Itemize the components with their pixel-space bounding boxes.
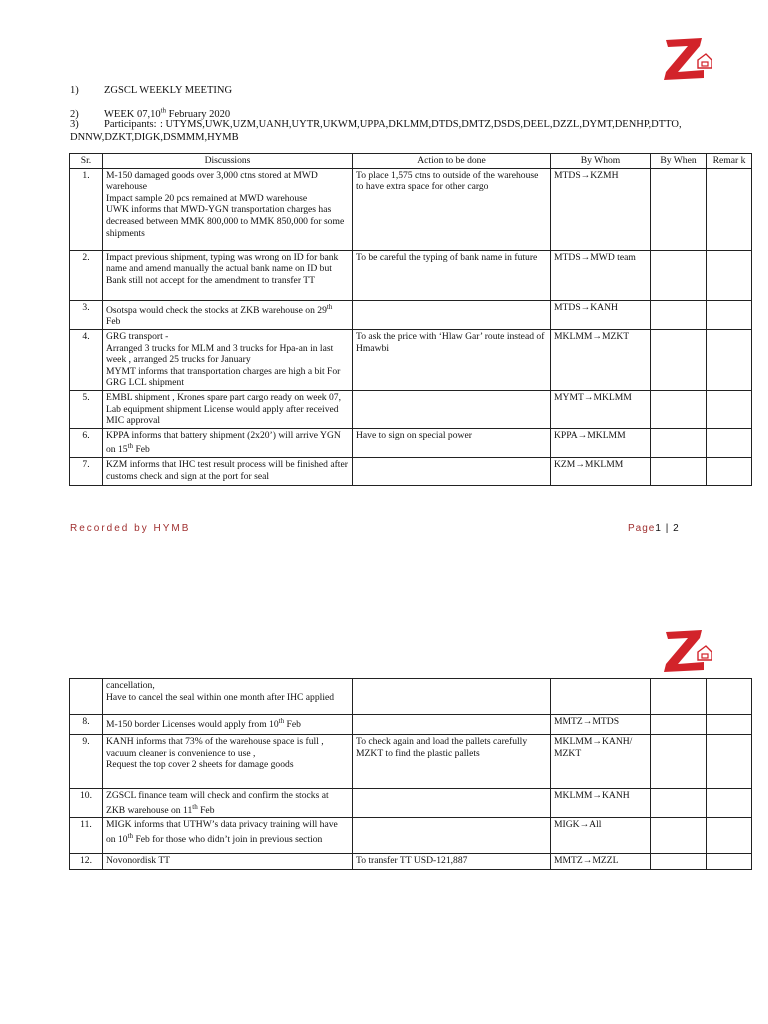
column-header-action: Action to be done bbox=[353, 154, 551, 169]
cell-remark bbox=[707, 818, 752, 854]
cell-by-when bbox=[651, 329, 707, 390]
cell-remark bbox=[707, 458, 752, 486]
cell-discussion bbox=[103, 300, 353, 329]
cell-sr: 7. bbox=[70, 458, 103, 486]
cell-action bbox=[353, 390, 551, 428]
table-row bbox=[70, 679, 752, 715]
cell-discussion bbox=[103, 818, 353, 854]
discussion-line: cancellation, bbox=[106, 680, 155, 691]
cell-sr: 5. bbox=[70, 390, 103, 428]
week-text: WEEK 07,10th February 2020 bbox=[104, 106, 231, 120]
table-row bbox=[70, 789, 752, 818]
action-line: Have to sign on special power bbox=[356, 429, 472, 441]
cell-by-whom: MKLMM→KANH bbox=[551, 789, 651, 818]
cell-remark bbox=[707, 168, 752, 250]
cell-action bbox=[353, 715, 551, 735]
action-line: MZKT to find the plastic pallets bbox=[356, 747, 480, 759]
cell-by-when bbox=[651, 300, 707, 329]
cell-action bbox=[353, 428, 551, 457]
cell-discussion bbox=[103, 735, 353, 789]
action-line: To ask the price with ‘Hlaw Gar’ route instead of Hmawbi bbox=[356, 330, 545, 354]
cell-discussion bbox=[103, 715, 353, 735]
discussion-line: Arranged 3 trucks for MLM and 3 trucks for Hpa-an in last week , arranged 25 trucks for January bbox=[106, 342, 334, 366]
cell-remark bbox=[707, 329, 752, 390]
cell-discussion bbox=[103, 168, 353, 250]
discussion-line: KANH informs that 73% of the warehouse space is full , vacuum cleaner is convenience to use , bbox=[106, 736, 324, 759]
cell-by-whom: MTDS→MWD team bbox=[551, 250, 651, 300]
cell-remark bbox=[707, 428, 752, 457]
cell-action bbox=[353, 168, 551, 250]
header-week-line: 2) WEEK 07,10th February 2020 bbox=[70, 106, 231, 120]
cell-by-whom: MKLMM→KANH/ MZKT bbox=[551, 735, 651, 789]
discussion-line: EMBL shipment , Krones spare part cargo ready on week 07, Lab equipment shipment License would apply after received MIC approval bbox=[106, 391, 341, 427]
action-line: To place 1,575 ctns to outside of the warehouse to have extra space for other cargo bbox=[356, 169, 539, 193]
cell-sr: 2. bbox=[70, 250, 103, 300]
cell-by-whom: KZM→MKLMM bbox=[551, 458, 651, 486]
table-row bbox=[70, 715, 752, 735]
discussion-line: KZM informs that IHC test result process will be finished after customs check and sign at the port for seal bbox=[106, 459, 348, 482]
cell-by-when bbox=[651, 735, 707, 789]
cell-action bbox=[353, 329, 551, 390]
discussion-line: Request the top cover 2 sheets for damage goods bbox=[106, 759, 294, 771]
action-line: To transfer TT USD-121,887 bbox=[356, 855, 468, 867]
table-row bbox=[70, 250, 752, 300]
cell-by-when bbox=[651, 818, 707, 854]
cell-discussion bbox=[103, 789, 353, 818]
table-row bbox=[70, 428, 752, 457]
cell-action bbox=[353, 735, 551, 789]
discussion-line: Novonordisk TT bbox=[106, 855, 171, 867]
page-number-footer: Page1 | 2 bbox=[628, 523, 680, 534]
cell-by-whom: MKLMM→MZKT bbox=[551, 329, 651, 390]
cell-discussion bbox=[103, 428, 353, 457]
column-header-sr: Sr. bbox=[70, 154, 103, 169]
header-title-line: 1) ZGSCL WEEKLY MEETING bbox=[70, 85, 233, 96]
cell-discussion bbox=[103, 250, 353, 300]
header-participants-cont: DNNW,DZKT,DIGK,DSMMM,HYMB bbox=[70, 132, 239, 143]
cell-action bbox=[353, 854, 551, 870]
cell-action bbox=[353, 818, 551, 854]
cell-by-whom bbox=[551, 679, 651, 715]
cell-discussion bbox=[103, 854, 353, 870]
cell-by-when bbox=[651, 168, 707, 250]
cell-by-whom: MYMT→MKLMM bbox=[551, 390, 651, 428]
table-row bbox=[70, 458, 752, 486]
discussion-line: UWK informs that MWD-YGN transportation charges has decreased between MMK 800,000 to MMK 850,000 for some shipments bbox=[106, 204, 345, 239]
cell-remark bbox=[707, 735, 752, 789]
table-row bbox=[70, 854, 752, 870]
action-line: To check again and load the pallets carefully bbox=[356, 736, 528, 747]
cell-sr: 3. bbox=[70, 300, 103, 329]
cell-by-when bbox=[651, 250, 707, 300]
discussion-line: MIGK informs that UTHW’s data privacy training will have on 10th Feb for those who didn’t join in previous section bbox=[106, 819, 338, 846]
cell-remark bbox=[707, 789, 752, 818]
cell-by-when bbox=[651, 679, 707, 715]
cell-discussion bbox=[103, 390, 353, 428]
discussion-line: ZGSCL finance team will check and confirm the stocks at ZKB warehouse on 11th Feb bbox=[106, 790, 329, 816]
table-header-row bbox=[70, 154, 752, 169]
table-row bbox=[70, 390, 752, 428]
cell-by-when bbox=[651, 854, 707, 870]
cell-sr: 10. bbox=[70, 789, 103, 818]
cell-sr: 4. bbox=[70, 329, 103, 390]
cell-discussion bbox=[103, 458, 353, 486]
cell-discussion bbox=[103, 679, 353, 715]
discussion-line: Impact previous shipment, typing was wrong on ID for bank name and amend manually the actual bank name on ID but Bank still not accept for the amendment to transfer TT bbox=[106, 251, 339, 286]
cell-sr: 12. bbox=[70, 854, 103, 870]
discussion-line: M-150 border Licenses would apply from 10th Feb bbox=[106, 717, 301, 731]
recorded-by-footer: Recorded by HYMB bbox=[70, 523, 191, 534]
discussion-line: MYMT informs that transportation charges are high a bit For GRG LCL shipment bbox=[106, 365, 341, 389]
cell-action bbox=[353, 300, 551, 329]
cell-remark bbox=[707, 854, 752, 870]
cell-action bbox=[353, 679, 551, 715]
cell-remark bbox=[707, 715, 752, 735]
discussion-line: KPPA informs that battery shipment (2x20’) will arrive YGN on 15th Feb bbox=[106, 429, 341, 456]
cell-sr: 8. bbox=[70, 715, 103, 735]
table-row bbox=[70, 300, 752, 329]
table-row bbox=[70, 735, 752, 789]
cell-sr: 9. bbox=[70, 735, 103, 789]
discussion-line: M-150 damaged goods over 3,000 ctns stored at MWD warehouse bbox=[106, 169, 318, 193]
discussion-line: Osotspa would check the stocks at ZKB warehouse on 29th Feb bbox=[106, 302, 333, 328]
cell-sr bbox=[70, 679, 103, 715]
column-header-discussions: Discussions bbox=[103, 154, 353, 169]
cell-by-when bbox=[651, 715, 707, 735]
cell-by-whom: MMTZ→MZZL bbox=[551, 854, 651, 870]
cell-sr: 6. bbox=[70, 428, 103, 457]
action-line: To be careful the typing of bank name in future bbox=[356, 251, 538, 263]
cell-sr: 11. bbox=[70, 818, 103, 854]
zuellig-z-logo-icon bbox=[660, 34, 712, 82]
cell-by-whom: MMTZ→MTDS bbox=[551, 715, 651, 735]
cell-by-whom: MTDS→KANH bbox=[551, 300, 651, 329]
minutes-table-page-2 bbox=[69, 678, 752, 870]
cell-remark bbox=[707, 300, 752, 329]
table-row bbox=[70, 329, 752, 390]
table-row bbox=[70, 168, 752, 250]
header-participants-line: 3) Participants: : UTYMS,UWK,UZM,UANH,UYTR,UKWM,UPPA,DKLMM,DTDS,DMTZ,DSDS,DEEL,DZZL,DYMT,DENHP,DTTO, bbox=[70, 119, 682, 130]
discussion-line: Impact sample 20 pcs remained at MWD warehouse bbox=[106, 192, 308, 204]
column-header-by-when: By When bbox=[651, 154, 707, 169]
cell-by-whom: MIGK→All bbox=[551, 818, 651, 854]
cell-action bbox=[353, 789, 551, 818]
zuellig-z-logo-icon bbox=[660, 626, 712, 674]
cell-remark bbox=[707, 679, 752, 715]
cell-by-when bbox=[651, 458, 707, 486]
cell-by-when bbox=[651, 789, 707, 818]
cell-by-whom: KPPA→MKLMM bbox=[551, 428, 651, 457]
cell-remark bbox=[707, 390, 752, 428]
cell-by-when bbox=[651, 390, 707, 428]
column-header-by-whom: By Whom bbox=[551, 154, 651, 169]
cell-action bbox=[353, 250, 551, 300]
cell-remark bbox=[707, 250, 752, 300]
cell-sr: 1. bbox=[70, 168, 103, 250]
discussion-line: Have to cancel the seal within one month after IHC applied bbox=[106, 691, 335, 703]
column-header-remark: Remar k bbox=[707, 154, 752, 169]
cell-by-whom: MTDS→KZMH bbox=[551, 168, 651, 250]
cell-by-when bbox=[651, 428, 707, 457]
cell-discussion bbox=[103, 329, 353, 390]
table-row bbox=[70, 818, 752, 854]
cell-action bbox=[353, 458, 551, 486]
discussion-line: GRG transport - bbox=[106, 330, 169, 342]
minutes-table-page-1 bbox=[69, 153, 752, 486]
